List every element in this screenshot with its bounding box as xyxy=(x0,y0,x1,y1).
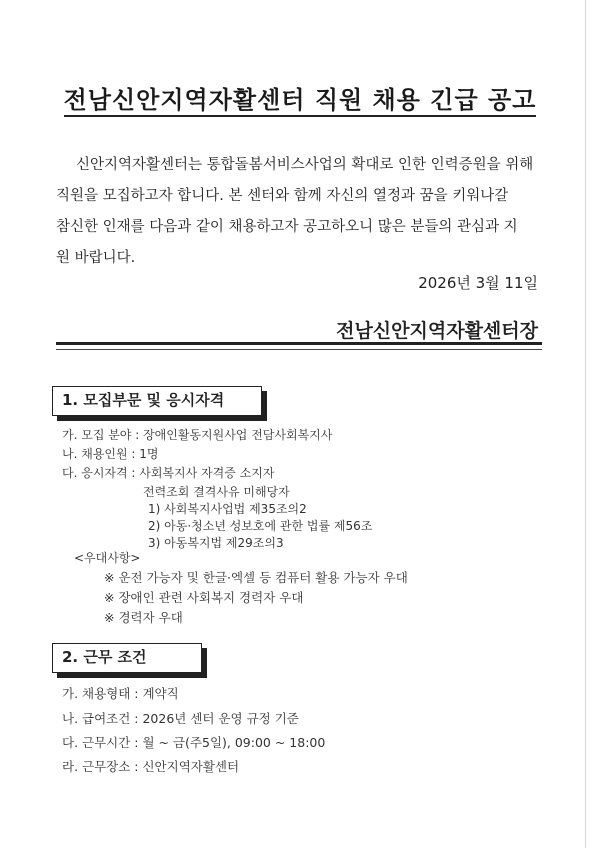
preference-item: ※ 운전 가능자 및 한글·엑셀 등 컴퓨터 활용 가능자 우대 xyxy=(104,570,408,585)
list-item: 가. 모집 분야 : 장애인활동지원사업 전담사회복지사 xyxy=(62,428,333,442)
organization-signature: 전남신안지역자활센터장 xyxy=(336,320,538,342)
sub-item: 3) 아동복지법 제29조의3 xyxy=(148,536,284,550)
sub-item: 전력조회 결격사유 미해당자 xyxy=(143,485,290,499)
intro-paragraph xyxy=(56,150,546,274)
intro-line: 신안지역자활센터는 통합돌봄서비스사업의 확대로 인한 인력증원을 위해 xyxy=(76,157,534,173)
list-item: 나. 채용인원 : 1명 xyxy=(62,447,159,461)
intro-line: 원 바랍니다. xyxy=(56,250,136,266)
list-item: 다. 근무시간 : 월 ~ 금(주5일), 09:00 ~ 18:00 xyxy=(62,735,326,750)
page-edge xyxy=(585,0,586,848)
divider-thick xyxy=(56,342,542,345)
divider-thin xyxy=(56,349,542,350)
document-title: 전남신안지역자활센터 직원 채용 긴급 공고 xyxy=(0,80,600,115)
section-heading-work-conditions: 2. 근무 조건 xyxy=(52,643,202,673)
preference-item: ※ 경력자 우대 xyxy=(104,610,183,625)
intro-line: 직원을 모집하고자 합니다. 본 센터와 함께 자신의 열정과 꿈을 키워나갈 xyxy=(56,188,509,204)
section-heading-recruitment: 1. 모집부문 및 응시자격 xyxy=(52,386,262,416)
preference-label: <우대사항> xyxy=(74,551,141,565)
list-item: 라. 근무장소 : 신안지역자활센터 xyxy=(62,759,240,774)
announcement-date: 2026년 3월 11일 xyxy=(418,274,538,292)
sub-item: 2) 아동·청소년 성보호에 관한 법률 제56조 xyxy=(148,519,373,533)
list-item: 나. 급여조건 : 2026년 센터 운영 규정 기준 xyxy=(62,711,299,726)
preference-item: ※ 장애인 관련 사회복지 경력자 우대 xyxy=(104,590,304,605)
list-item: 다. 응시자격 : 사회복지사 자격증 소지자 xyxy=(62,466,275,480)
sub-item: 1) 사회복지사업법 제35조의2 xyxy=(148,502,307,516)
list-item: 가. 채용형태 : 계약직 xyxy=(62,686,179,701)
intro-line: 참신한 인재를 다음과 같이 채용하고자 공고하오니 많은 분들의 관심과 지 xyxy=(56,219,518,235)
